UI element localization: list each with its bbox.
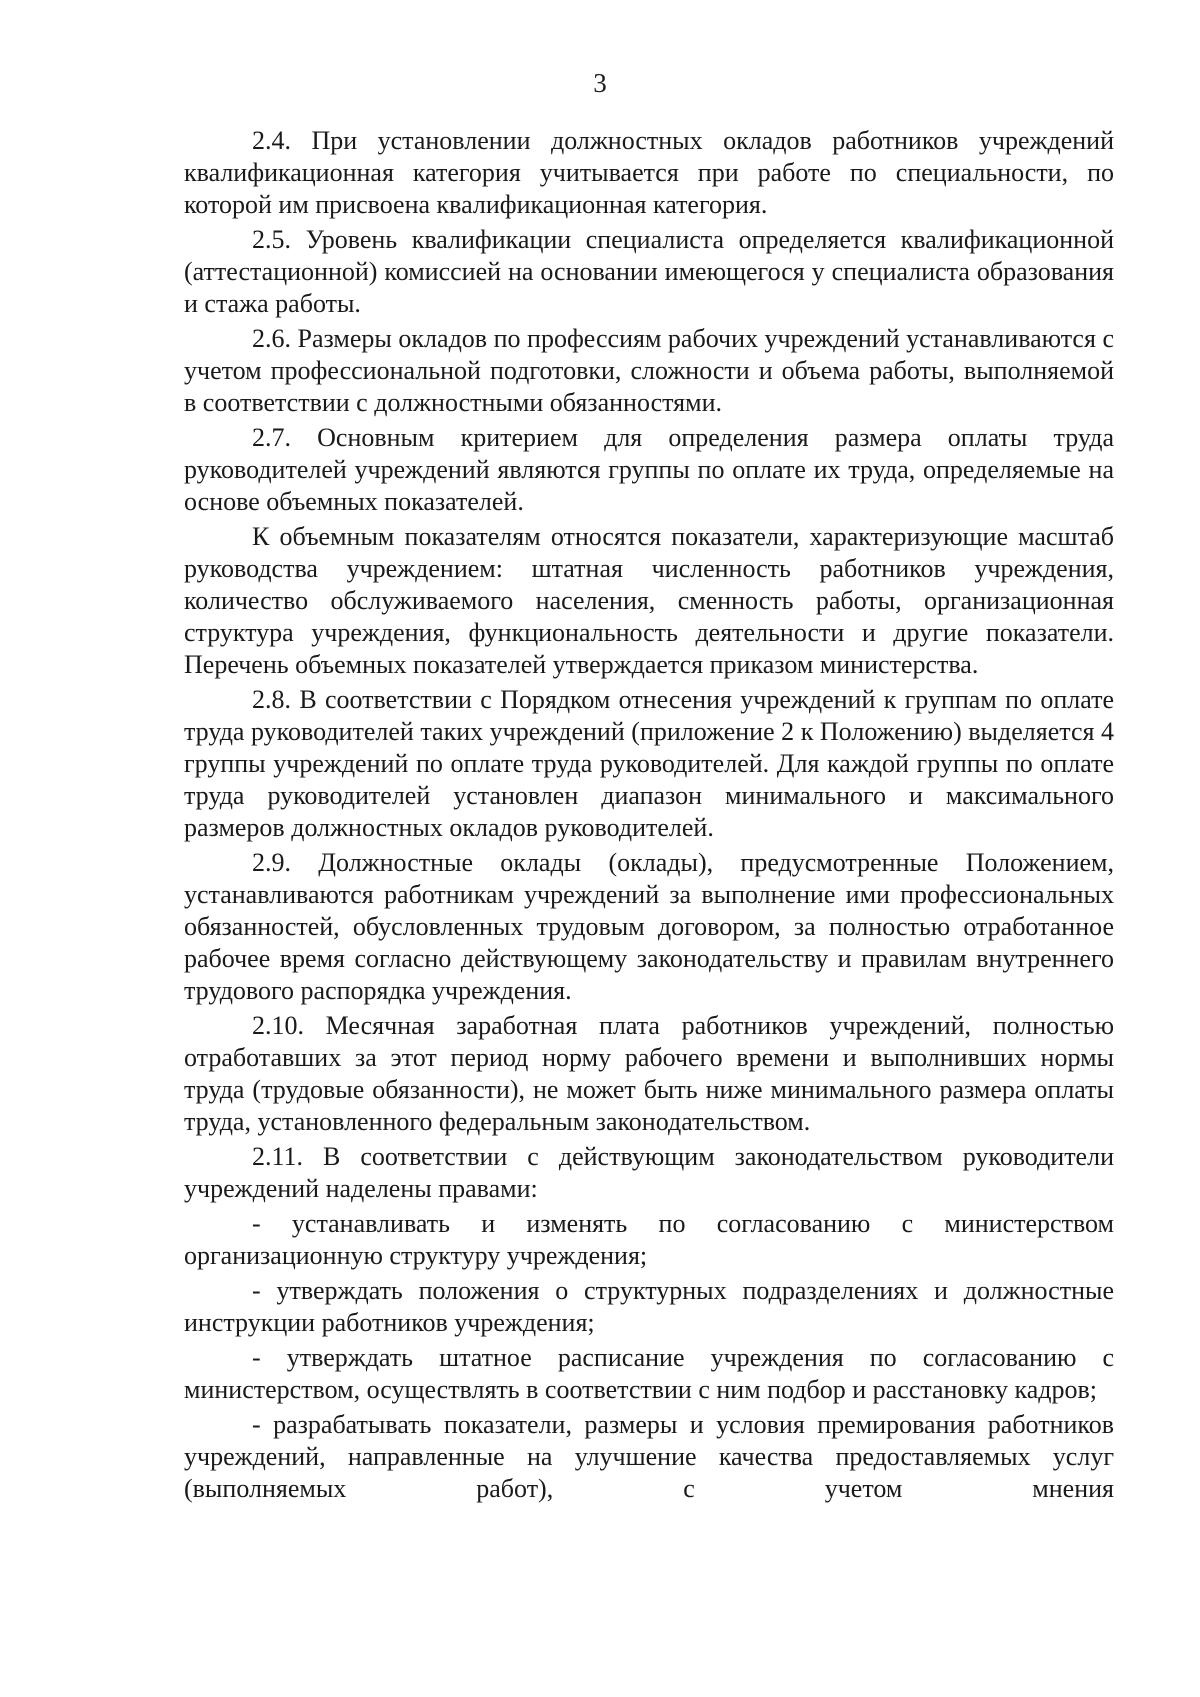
paragraph-volume-indicators: К объемным показателям относятся показатели, характеризующие масштаб руководства учреждением: штатная численность работников учреждения, количество обслуживаемого населения, сменность работы, организационная структура учреждения, функциональность деятельности и другие показатели. Перечень объемных показателей утверждается приказом министерства. bbox=[184, 522, 1114, 679]
paragraph-2-4: 2.4. При установлении должностных окладов работников учреждений квалификационная категория учитывается при работе по специальности, по которой им присвоена квалификационная категория. bbox=[184, 126, 1114, 219]
list-item-staff-schedule: - утверждать штатное расписание учреждения по согласованию с министерством, осуществлять в соответствии с ним подбор и расстановку кадров; bbox=[184, 1343, 1114, 1404]
paragraph-2-9: 2.9. Должностные оклады (оклады), предусмотренные Положением, устанавливаются работникам учреждений за выполнение ими профессиональных обязанностей, обусловленных трудовым договором, за полностью отработанное рабочее время согласно действующему законодательству и правилам внутреннего трудового распорядка учреждения. bbox=[184, 848, 1114, 1005]
list-item-bonus-indicators: - разрабатывать показатели, размеры и условия премирования работников учреждений, направленные на улучшение качества предоставляемых услуг (выполняемых работ), с учетом мнения bbox=[184, 1410, 1114, 1503]
paragraph-2-5: 2.5. Уровень квалификации специалиста определяется квалификационной (аттестационной) комиссией на основании имеющегося у специалиста образования и стажа работы. bbox=[184, 225, 1114, 318]
paragraph-2-6: 2.6. Размеры окладов по профессиям рабочих учреждений устанавливаются с учетом профессиональной подготовки, сложности и объема работы, выполняемой в соответствии с должностными обязанностями. bbox=[184, 324, 1114, 417]
page-number: 3 bbox=[593, 68, 607, 98]
list-item-org-structure: - устанавливать и изменять по согласованию с министерством организационную структуру учреждения; bbox=[184, 1209, 1114, 1270]
paragraph-2-11: 2.11. В соответствии с действующим законодательством руководители учреждений наделены правами: bbox=[184, 1142, 1114, 1203]
paragraph-2-10: 2.10. Месячная заработная плата работников учреждений, полностью отработавших за этот период норму рабочего времени и выполнивших нормы труда (трудовые обязанности), не может быть ниже минимального размера оплаты труда, установленного федеральным законодательством. bbox=[184, 1011, 1114, 1136]
document-body bbox=[184, 125, 1114, 1505]
list-item-regulations: - утверждать положения о структурных подразделениях и должностные инструкции работников учреждения; bbox=[184, 1276, 1114, 1337]
paragraph-2-7: 2.7. Основным критерием для определения размера оплаты труда руководителей учреждений являются группы по оплате их труда, определяемые на основе объемных показателей. bbox=[184, 423, 1114, 516]
paragraph-2-8: 2.8. В соответствии с Порядком отнесения учреждений к группам по оплате труда руководителей таких учреждений (приложение 2 к Положению) выделяется 4 группы учреждений по оплате труда руководителей. Для каждой группы по оплате труда руководителей установлен диапазон минимального и максимального размеров должностных окладов руководителей. bbox=[184, 685, 1114, 842]
